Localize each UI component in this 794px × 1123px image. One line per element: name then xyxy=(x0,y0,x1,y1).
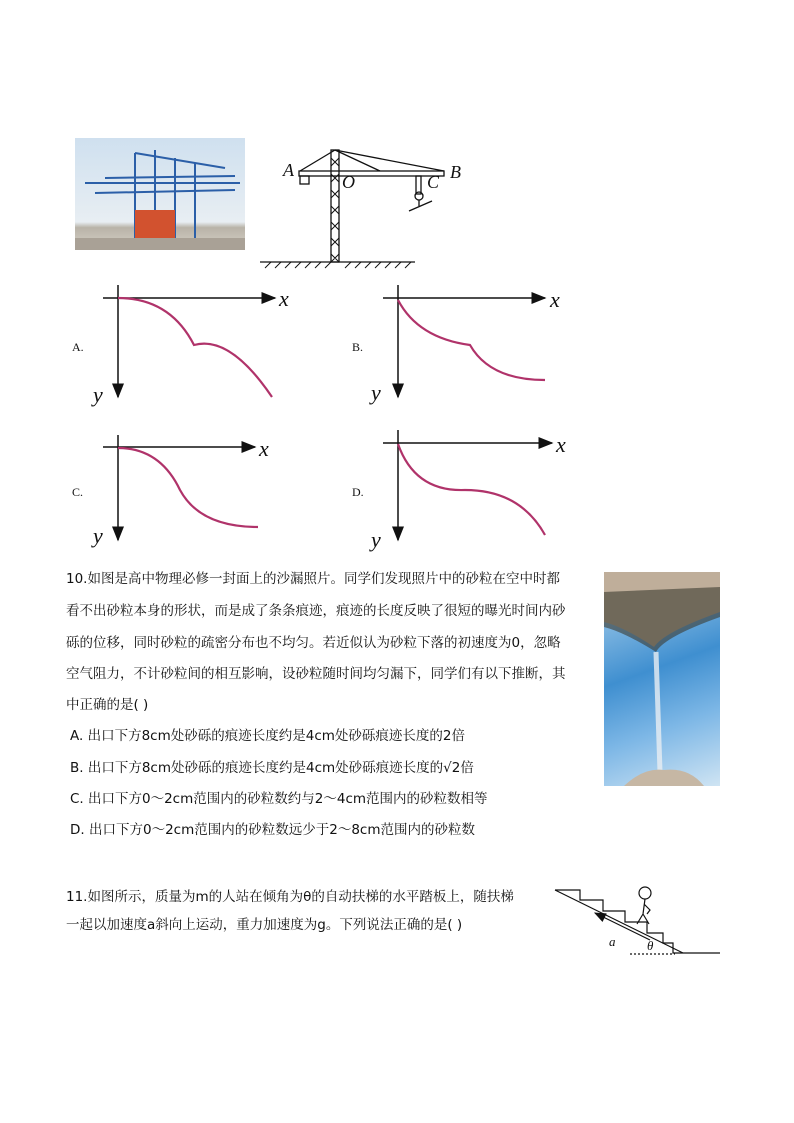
curve-d xyxy=(398,444,545,535)
q10-line-1: 10.如图是高中物理必修一封面上的沙漏照片。同学们发现照片中的砂粒在空中时都 xyxy=(66,571,560,587)
graph-label-d: D. xyxy=(352,485,364,499)
graph-label-c: C. xyxy=(72,485,84,499)
crane-label-c: C xyxy=(427,172,440,192)
graph-b-x: x xyxy=(550,287,560,312)
graph-c-y: y xyxy=(93,523,103,548)
q10-option-a: A. 出口下方8cm处砂砾的痕迹长度约是4cm处砂砾痕迹长度的2倍 xyxy=(70,728,465,744)
graph-c-x: x xyxy=(259,436,269,461)
graph-b-y: y xyxy=(371,380,381,405)
crane-label-o: O xyxy=(342,172,355,192)
q10-option-c: C. 出口下方0～2cm范围内的砂粒数约与2～4cm范围内的砂粒数相等 xyxy=(70,791,488,807)
curve-c xyxy=(118,448,258,527)
q10-option-d: D. 出口下方0～2cm范围内的砂粒数远少于2～8cm范围内的砂粒数 xyxy=(70,822,475,838)
graph-a xyxy=(0,0,794,560)
graph-d-x: x xyxy=(556,432,566,457)
crane-label-a: A xyxy=(283,160,294,180)
q11-line-2: 一起以加速度a斜向上运动，重力加速度为g。下列说法正确的是( ) xyxy=(66,917,463,933)
q10-option-b: B. 出口下方8cm处砂砾的痕迹长度约是4cm处砂砾痕迹长度的√2倍 xyxy=(70,760,474,776)
q10-line-3: 砾的位移，同时砂粒的疏密分布也不均匀。若近似认为砂粒下落的初速度为0，忽略 xyxy=(66,635,561,651)
hourglass-photo xyxy=(604,572,720,786)
escalator-label-a: a xyxy=(609,934,616,949)
curve-b xyxy=(398,300,545,380)
q10-line-4: 空气阻力，不计砂粒间的相互影响，设砂粒随时间均匀漏下，同学们有以下推断，其 xyxy=(66,666,566,682)
q11-line-1: 11.如图所示，质量为m的人站在倾角为θ的自动扶梯的水平踏板上，随扶梯 xyxy=(66,889,514,905)
graph-label-b: B. xyxy=(352,340,364,354)
graph-label-a: A. xyxy=(72,340,84,354)
escalator-diagram xyxy=(555,880,725,960)
graph-d-y: y xyxy=(371,527,381,552)
curve-a xyxy=(118,298,272,397)
hourglass-sand-drawing xyxy=(604,572,720,786)
q10-line-2: 看不出砂粒本身的形状，而是成了条条痕迹，痕迹的长度反映了很短的曝光时间内砂 xyxy=(66,603,566,619)
q10-line-5: 中正确的是( ) xyxy=(66,697,149,713)
escalator-label-theta: θ xyxy=(647,938,654,953)
graph-a-y: y xyxy=(93,382,103,407)
crane-label-b: B xyxy=(450,162,461,182)
graph-a-x: x xyxy=(279,286,289,311)
